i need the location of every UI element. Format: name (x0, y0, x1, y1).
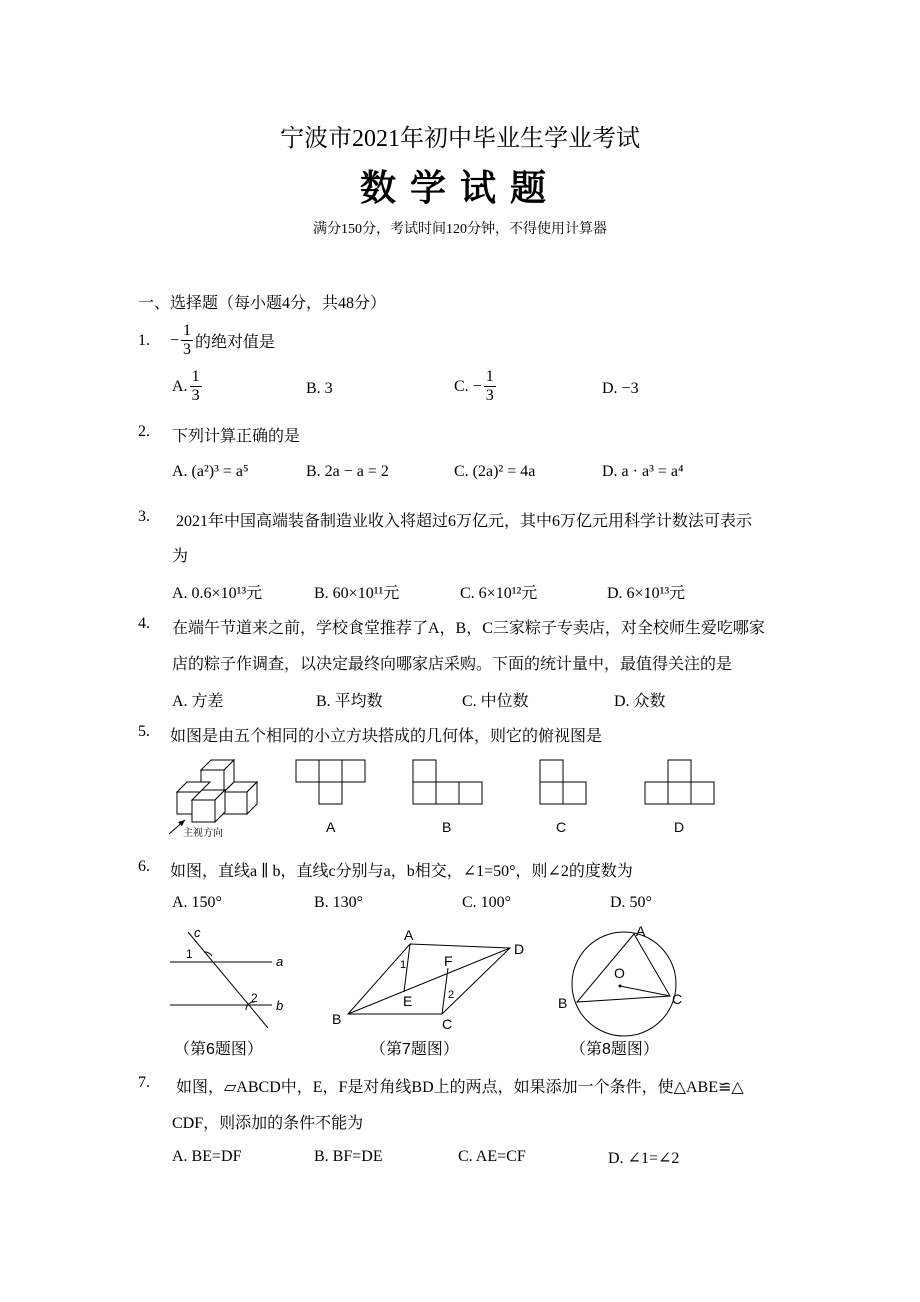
question-number: 3. (138, 508, 150, 525)
option-a-view (296, 760, 365, 804)
option-c: C. 100° (462, 894, 512, 911)
option-a: A. 方差 (172, 693, 224, 710)
minus-sign: − (170, 331, 180, 349)
question-stem (170, 322, 275, 359)
option-b-view (413, 760, 482, 804)
option-d: D. a · a³ = a⁴ (602, 463, 684, 480)
question-number: 2. (138, 423, 150, 440)
center-o-label: O (614, 965, 625, 981)
question-stem: 2021年中国高端装备制造业收入将超过6万亿元，其中6万亿元用科学计数法可表示 (176, 513, 753, 530)
option-d: D. 6×10¹³元 (607, 585, 686, 602)
vertex-a-label: A (404, 927, 414, 943)
option-d: D. 众数 (614, 693, 666, 710)
line-a-label: a (276, 954, 284, 969)
denominator: 3 (485, 387, 494, 404)
exam-title: 宁波市2021年初中毕业生学业考试 (280, 126, 640, 152)
option-b: B. 3 (306, 380, 333, 397)
numerator: 1 (485, 368, 494, 385)
numerator: 1 (183, 322, 192, 339)
figure-6 (170, 925, 283, 1058)
option-c (454, 368, 498, 405)
option-d-view (645, 760, 714, 804)
option-a: A. (a²)³ = a⁵ (172, 463, 249, 480)
option-b: B. 130° (314, 894, 364, 911)
option-b: B. BF=DE (314, 1148, 383, 1165)
option-b: B. 2a − a = 2 (306, 463, 389, 480)
exam-note: 满分150分，考试时间120分钟，不得使用计算器 (313, 222, 607, 237)
question-stem-cont: 为 (172, 548, 189, 565)
top-view-options (290, 758, 730, 840)
angle-2-label: 2 (448, 989, 455, 1001)
denominator: 3 (183, 341, 192, 358)
vertex-b-label: B (332, 1011, 342, 1027)
figure-6-caption: （第6题图） (174, 1041, 263, 1058)
option-label: C. − (454, 377, 482, 395)
fraction (190, 368, 202, 405)
figures-row (160, 922, 730, 1062)
option-a: A. BE=DF (172, 1148, 242, 1165)
figure-7 (332, 927, 524, 1058)
question-stem: 如图是由五个相同的小立方块搭成的几何体，则它的俯视图是 (170, 728, 603, 745)
option-d: D. ∠1=∠2 (608, 1150, 680, 1167)
fraction (181, 322, 193, 359)
question-stem: 在端午节道来之前，学校食堂推荐了A，B，C三家粽子专卖店，对全校师生爱吃哪家 (172, 620, 765, 637)
point-f-label: F (444, 953, 453, 969)
question-stem-cont: CDF，则添加的条件不能为 (172, 1115, 364, 1132)
vertex-a-label: A (636, 923, 646, 939)
option-a: A. 150° (172, 894, 222, 911)
question-stem: 如图，直线a ∥ b，直线c分别与a，b相交，∠1=50°，则∠2的度数为 (170, 863, 633, 880)
question-number: 7. (138, 1074, 150, 1091)
line-b-label: b (276, 998, 284, 1013)
option-b: B. 平均数 (316, 693, 383, 710)
option-d-label: D (674, 819, 685, 835)
angle-1-label: 1 (400, 959, 407, 971)
figure-7-caption: （第7题图） (370, 1041, 459, 1058)
fraction (484, 368, 496, 405)
option-c-view (540, 760, 586, 804)
vertex-c-label: C (442, 1016, 453, 1032)
question-stem: 如图，▱ABCD中，E，F是对角线BD上的两点，如果添加一个条件，使△ABE≌△ (176, 1079, 744, 1096)
stem-text: 的绝对值是 (195, 334, 276, 351)
figure-8-caption: （第8题图） (570, 1041, 659, 1058)
option-label: A. (172, 377, 188, 395)
option-a-label: A (326, 819, 336, 835)
question-number: 4. (138, 615, 150, 632)
point-e-label: E (403, 993, 413, 1009)
option-a: A. 0.6×10¹³元 (172, 585, 263, 602)
figure-8 (558, 923, 682, 1058)
numerator: 1 (191, 368, 200, 385)
angle-2-label: 2 (251, 991, 258, 1005)
exam-subject: 数学试题 (359, 168, 560, 208)
option-c: C. AE=CF (458, 1148, 526, 1165)
option-b: B. 60×10¹¹元 (314, 585, 400, 602)
question-number: 1. (138, 332, 150, 349)
question-stem-cont: 店的粽子作调查，以决定最终向哪家店采购。下面的统计量中，最值得关注的是 (172, 656, 733, 673)
option-d: D. −3 (602, 380, 639, 397)
vertex-b-label: B (558, 995, 568, 1011)
option-c: C. 中位数 (462, 693, 529, 710)
option-b-label: B (442, 819, 452, 835)
cube-solid-figure (165, 758, 265, 840)
option-c-label: C (556, 819, 567, 835)
option-a (172, 368, 204, 405)
question-number: 6. (138, 858, 150, 875)
question-number: 5. (138, 723, 150, 740)
denominator: 3 (191, 387, 200, 404)
vertex-c-label: C (672, 991, 683, 1007)
view-direction-label: 主视方向 (183, 828, 223, 839)
line-c-label: c (194, 925, 201, 940)
option-c: C. (2a)² = 4a (454, 463, 536, 480)
vertex-d-label: D (514, 941, 525, 957)
option-d: D. 50° (610, 894, 652, 911)
section-heading: 一、选择题（每小题4分，共48分） (138, 295, 387, 312)
question-stem: 下列计算正确的是 (172, 428, 301, 445)
option-c: C. 6×10¹²元 (460, 585, 538, 602)
angle-1-label: 1 (186, 947, 193, 961)
